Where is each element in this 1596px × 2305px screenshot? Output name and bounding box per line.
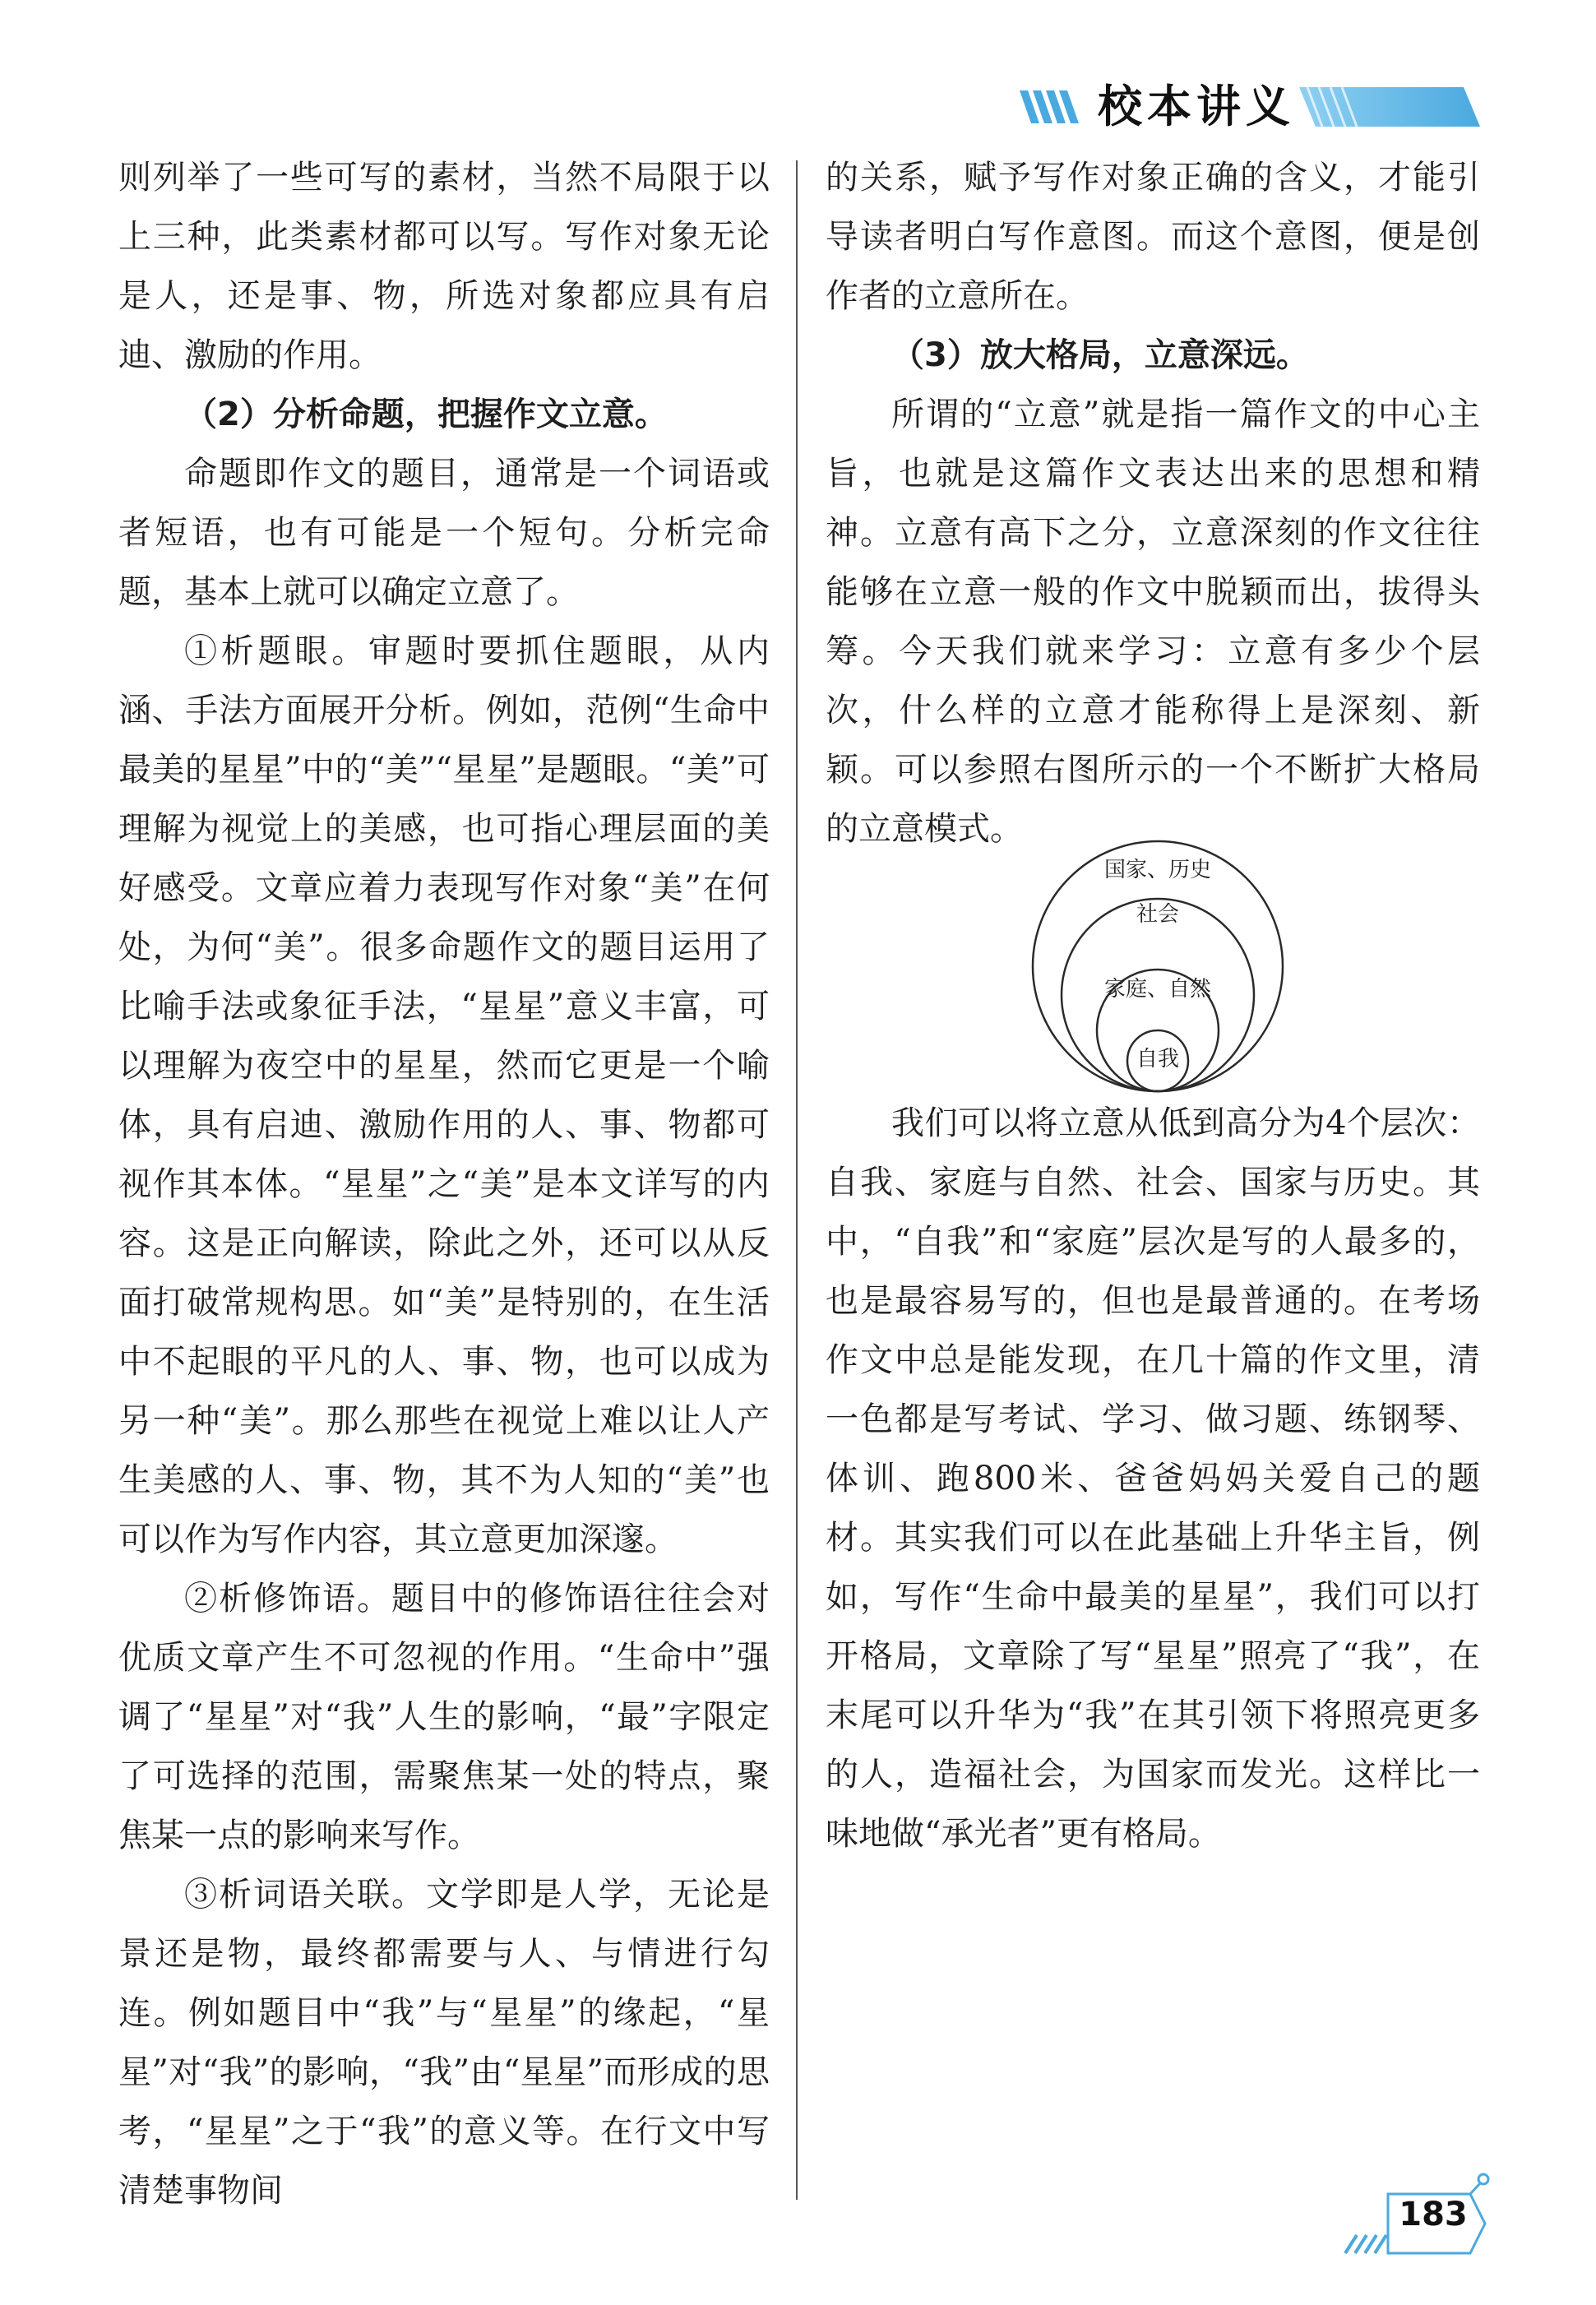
- left-heading-2: （2）分析命题，把握作文立意。: [184, 396, 668, 433]
- right-column-after-figure: [826, 1094, 1480, 1863]
- concentric-circles-diagram: [1016, 839, 1299, 1094]
- header-band-decoration: [1299, 81, 1480, 133]
- page-number-badge: [1339, 2171, 1503, 2270]
- left-column: [118, 148, 770, 2220]
- page-header: [1020, 74, 1480, 140]
- header-stripes-decoration: [1020, 90, 1102, 123]
- right-paragraph-1: 的关系，赋予写作对象正确的含义，才能引导读者明白写作意图。而这个意图，便是创作者的立意所在。: [826, 159, 1480, 315]
- level-label-3: 家庭、自然: [1103, 977, 1212, 1002]
- left-paragraph-6: ③析词语关联。文学即是人学，无论是景还是物，最终都需要与人、与情进行勾连。例如题目中“我”与“星星”的缘起，“星星”对“我”的影响，“我”由“星星”而形成的思考，“星星”之于“我”的意义等。在行文中写清楚事物间: [118, 1876, 770, 2210]
- right-paragraph-4: 我们可以将立意从低到高分为4个层次：自我、家庭与自然、社会、国家与历史。其中，“自我”和“家庭”层次是写的人最多的，也是最容易写的，但也是最普通的。在考场作文中总是能发现，在几十篇的作文里，清一色都是写考试、学习、做习题、练钢琴、体训、跑800米、爸爸妈妈关爱自己的题材。其实我们可以在此基础上升华主旨，例如，写作“生命中最美的星星”，我们可以打开格局，文章除了写“星星”照亮了“我”，在末尾可以升华为“我”在其引领下将照亮更多的人，造福社会，为国家而发光。这样比一味地做“承光者”更有格局。: [826, 1104, 1480, 1853]
- level-label-1: 国家、历史: [1103, 858, 1212, 882]
- right-heading-2: （3）放大格局，立意深远。: [891, 336, 1309, 374]
- level-label-4: 自我: [1136, 1047, 1180, 1072]
- right-paragraph-3: 所谓的“立意”就是指一篇作文的中心主旨，也就是这篇作文表达出来的思想和精神。立意有高下之分，立意深刻的作文往往能够在立意一般的作文中脱颖而出，拔得头筹。今天我们就来学习：立意有多少个层次，什么样的立意才能称得上是深刻、新颖。可以参照右图所示的一个不断扩大格局的立意模式。: [826, 396, 1480, 848]
- left-paragraph-1: 则列举了一些可写的素材，当然不局限于以上三种，此类素材都可以写。写作对象无论是人，还是事、物，所选对象都应具有启迪、激励的作用。: [118, 159, 770, 374]
- header-title: 校本讲义: [1098, 81, 1295, 132]
- page-number: 183: [1399, 2196, 1468, 2233]
- right-column: [826, 148, 1480, 859]
- column-divider: [796, 160, 798, 2200]
- level-label-2: 社会: [1136, 902, 1180, 927]
- left-paragraph-5: ②析修饰语。题目中的修饰语往往会对优质文章产生不可忽视的作用。“生命中”强调了“星星”对“我”人生的影响，“最”字限定了可选择的范围，需聚焦某一处的特点，聚焦某一点的影响来写作。: [118, 1580, 770, 1854]
- left-paragraph-3: 命题即作文的题目，通常是一个词语或者短语，也有可能是一个短句。分析完命题，基本上就可以确定立意了。: [118, 455, 770, 611]
- left-paragraph-4: ①析题眼。审题时要抓住题眼，从内涵、手法方面展开分析。例如，范例“生命中最美的星星”中的“美”“星星”是题眼。“美”可理解为视觉上的美感，也可指心理层面的美好感受。文章应着力表现写作对象“美”在何处，为何“美”。很多命题作文的题目运用了比喻手法或象征手法，“星星”意义丰富，可以理解为夜空中的星星，然而它更是一个喻体，具有启迪、激励作用的人、事、物都可视作其本体。“星星”之“美”是本文详写的内容。这是正向解读，除此之外，还可以从反面打破常规构思。如“美”是特别的，在生活中不起眼的平凡的人、事、物，也可以成为另一种“美”。那么那些在视觉上难以让人产生美感的人、事、物，其不为人知的“美”也可以作为写作内容，其立意更加深邃。: [118, 632, 770, 1558]
